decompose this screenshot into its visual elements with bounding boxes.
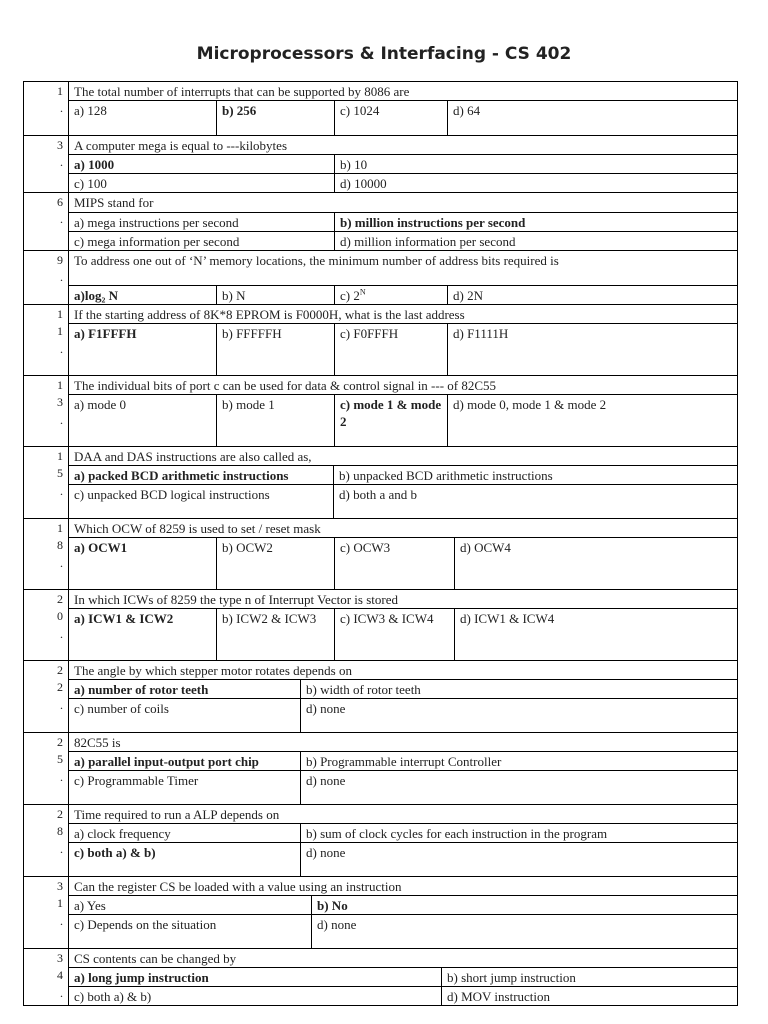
- option-d: d) 2N: [453, 288, 483, 303]
- question-text: 82C55 is: [69, 733, 737, 752]
- option-a: a) mega instructions per second: [69, 213, 335, 231]
- question-text: A computer mega is equal to ---kilobytes: [69, 136, 737, 155]
- option-a-answer: a)log₂ N: [69, 286, 217, 304]
- option-b: b) width of rotor teeth: [306, 682, 421, 697]
- question-text: The individual bits of port c can be used for data & control signal in --- of 82C55: [69, 376, 737, 395]
- option-b: b) 10: [340, 157, 368, 172]
- question-34: 3 4 . CS contents can be changed by a) long jump instruction b) short jump instruction c) both a) & b) d) MOV instruction: [23, 949, 738, 1006]
- option-b: b) short jump instruction: [447, 970, 576, 985]
- option-d: d) MOV instruction: [447, 989, 551, 1004]
- option-c: c) OCW3: [335, 538, 455, 589]
- option-c: c) Depends on the situation: [69, 915, 312, 948]
- option-d: d) none: [317, 917, 357, 932]
- option-b: b) OCW2: [217, 538, 335, 589]
- question-text: If the starting address of 8K*8 EPROM is F0000H, what is the last address: [69, 305, 737, 324]
- option-c-answer: c) mode 1 & mode 2: [335, 395, 448, 446]
- page-title: Microprocessors & Interfacing - CS 402: [196, 44, 572, 64]
- option-b-answer: b) 256: [217, 101, 335, 135]
- question-9: 9 . To address one out of ‘N’ memory locations, the minimum number of address bits required is a)log₂ N b) N c) $2^N$ d) 2N: [23, 251, 738, 305]
- option-b: b) Programmable interrupt Controller: [306, 754, 502, 769]
- option-a: a) 128: [69, 101, 217, 135]
- option-d: d) both a and b: [339, 487, 417, 502]
- option-b: b) FFFFFH: [217, 324, 335, 375]
- question-6: 6 . MIPS stand for a) mega instructions per second b) million instructions per second c) mega information per second d) million information per second: [23, 193, 738, 251]
- option-c: c) number of coils: [69, 699, 301, 732]
- option-b: b) mode 1: [217, 395, 335, 446]
- question-text: DAA and DAS instructions are also called as,: [69, 447, 737, 466]
- question-text: Which OCW of 8259 is used to set / reset mask: [69, 519, 737, 538]
- question-20: 2 0 . In which ICWs of 8259 the type n of Interrupt Vector is stored a) ICW1 & ICW2 b) ICW2 & ICW3 c) ICW3 & ICW4 d) ICW1 & ICW4: [23, 590, 738, 661]
- option-c-answer: c) both a) & b): [69, 843, 301, 876]
- question-18: 1 8 . Which OCW of 8259 is used to set / reset mask a) OCW1 b) OCW2 c) OCW3 d) OCW4: [23, 519, 738, 590]
- question-22: 2 2 . The angle by which stepper motor rotates depends on a) number of rotor teeth b) width of rotor teeth c) number of coils d) none: [23, 661, 738, 733]
- option-a-answer: a) long jump instruction: [69, 968, 442, 986]
- option-b: b) unpacked BCD arithmetic instructions: [339, 468, 553, 483]
- option-a: a) clock frequency: [69, 824, 301, 842]
- option-d: d) F1111H: [453, 326, 509, 341]
- option-a: a) mode 0: [69, 395, 217, 446]
- option-d: d) none: [306, 845, 346, 860]
- question-text: The total number of interrupts that can be supported by 8086 are: [69, 82, 737, 101]
- question-text: CS contents can be changed by: [69, 949, 737, 968]
- option-c: c) 1024: [335, 101, 448, 135]
- question-31: 3 1 . Can the register CS be loaded with a value using an instruction a) Yes b) No c) Depends on the situation d) none: [23, 877, 738, 949]
- question-table: [23, 81, 738, 1006]
- option-b: b) sum of clock cycles for each instruction in the program: [306, 826, 608, 841]
- question-text: MIPS stand for: [69, 193, 737, 213]
- option-a-answer: a) number of rotor teeth: [69, 680, 301, 698]
- option-c: c) Programmable Timer: [69, 771, 301, 804]
- option-c: c) ICW3 & ICW4: [335, 609, 455, 660]
- question-15: 1 5 . DAA and DAS instructions are also called as, a) packed BCD arithmetic instructions b) unpacked BCD arithmetic instructions c) unpacked BCD logical instructions d) both a and b: [23, 447, 738, 519]
- option-d: d) ICW1 & ICW4: [460, 611, 555, 626]
- option-c: c) F0FFFH: [335, 324, 448, 375]
- option-b-answer: b) million instructions per second: [340, 215, 526, 230]
- option-d: d) none: [306, 773, 346, 788]
- question-1: [23, 81, 738, 136]
- option-d: d) 10000: [340, 176, 387, 191]
- option-c: c) both a) & b): [69, 987, 442, 1005]
- option-b: b) ICW2 & ICW3: [217, 609, 335, 660]
- option-a: a) Yes: [69, 896, 312, 914]
- question-28: 2 8 . Time required to run a ALP depends on a) clock frequency b) sum of clock cycles for each instruction in the program c) both a) & b) d) none: [23, 805, 738, 877]
- option-b: b) N: [217, 286, 335, 304]
- question-text: Can the register CS be loaded with a value using an instruction: [69, 877, 737, 896]
- question-text: The angle by which stepper motor rotates depends on: [69, 661, 737, 680]
- option-d: d) 64: [453, 103, 481, 118]
- question-text: In which ICWs of 8259 the type n of Interrupt Vector is stored: [69, 590, 737, 609]
- option-b-answer: b) No: [317, 898, 348, 913]
- question-text: Time required to run a ALP depends on: [69, 805, 737, 824]
- option-a-answer: a) parallel input-output port chip: [69, 752, 301, 770]
- option-c: c) $2^N$: [335, 286, 448, 304]
- option-a-answer: a) ICW1 & ICW2: [69, 609, 217, 660]
- question-text: To address one out of ‘N’ memory locations, the minimum number of address bits required is: [69, 251, 737, 286]
- option-d: d) million information per second: [340, 234, 516, 249]
- option-a-answer: a) OCW1: [69, 538, 217, 589]
- option-c: c) 100: [69, 174, 335, 192]
- question-3: 3 . A computer mega is equal to ---kilobytes a) 1000 b) 10 c) 100 d) 10000: [23, 136, 738, 193]
- option-d: d) none: [306, 701, 346, 716]
- option-a-answer: a) F1FFFH: [69, 324, 217, 375]
- question-11: 1 1 . If the starting address of 8K*8 EPROM is F0000H, what is the last address a) F1FFFH b) FFFFFH c) F0FFFH d) F1111H: [23, 305, 738, 376]
- option-d: d) mode 0, mode 1 & mode 2: [453, 397, 607, 412]
- question-25: 2 5 . 82C55 is a) parallel input-output port chip b) Programmable interrupt Controller c) Programmable Timer d) none: [23, 733, 738, 805]
- option-a-answer: a) 1000: [69, 155, 335, 173]
- question-13: 1 3 . The individual bits of port c can be used for data & control signal in --- of 82C55 a) mode 0 b) mode 1 c) mode 1 & mode 2 d) mode 0, mode 1 & mode 2: [23, 376, 738, 447]
- option-a-answer: a) packed BCD arithmetic instructions: [69, 466, 334, 484]
- question-number: 1 .: [24, 82, 69, 135]
- option-c: c) unpacked BCD logical instructions: [69, 485, 334, 518]
- option-d: d) OCW4: [460, 540, 511, 555]
- option-c: c) mega information per second: [69, 232, 335, 250]
